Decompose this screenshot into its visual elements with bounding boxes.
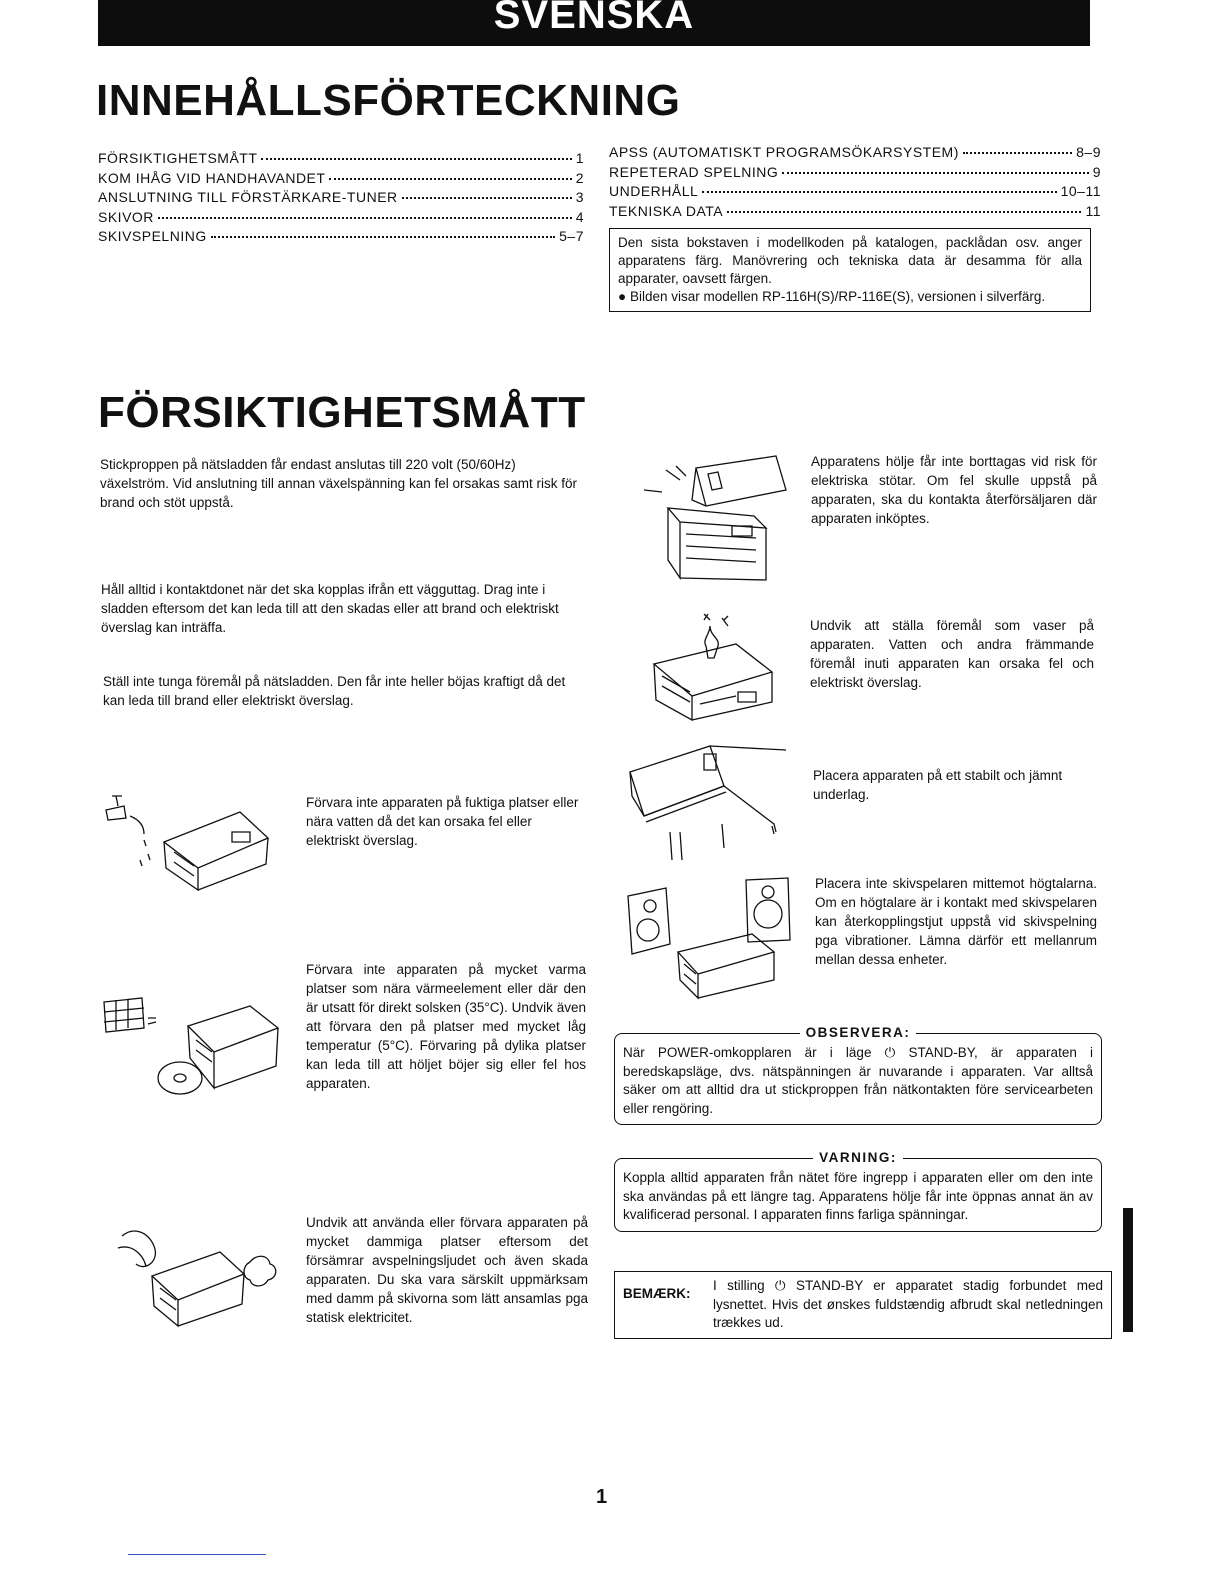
varning-box [614,1150,1102,1232]
toc-leader-dots [329,167,571,180]
toc-leader-dots [963,141,1072,154]
toc-entry[interactable] [609,203,1101,223]
toc-entry-label: UNDERHÅLL [609,183,699,199]
toc-leader-dots [402,186,572,199]
toc-entry-page: 11 [1085,202,1101,219]
toc-leader-dots [727,200,1081,213]
speakers-illustration [622,870,798,1000]
toc-entry-page: 3 [575,189,584,205]
language-header-bar [98,0,1090,46]
plug-text: Håll alltid i kontaktdonet när det ska kopplas ifrån ett vägguttag. Drag inte i sladden eftersom det kan leda till att den skadas eller att brand och elektriskt överslag kan inträffa. [101,582,559,635]
toc-entry-label: SKIVSPELNING [98,228,207,244]
model-note-bullet: Bilden visar modellen RP-116H(S)/RP-116E(S), versionen i silverfärg. [630,289,1046,304]
toc-leader-dots [158,206,572,219]
model-note-text: Den sista bokstaven i modellkoden på katalogen, packlådan osv. anger apparatens färg. Manövrering och tekniska data är desamma för alla apparater, oavsett färgen. [618,235,1082,286]
page-number: 1 [596,1486,608,1508]
model-note-box [609,228,1091,312]
toc-entry-label: KOM IHÅG VID HANDHAVANDET [98,169,326,186]
toc-leader-dots [702,180,1056,193]
toc-left-column [98,150,584,248]
toc-entry-label: TEKNISKA DATA [609,202,724,219]
toc-entry-label: FÖRSIKTIGHETSMÅTT [98,150,258,166]
toc-leader-dots [211,225,555,238]
toc-entry-page: 1 [575,150,584,166]
toc-title: INNEHÅLLSFÖRTECKNING [96,76,681,125]
varning-title: VARNING: [813,1150,903,1165]
cover-text: Apparatens hölje får inte borttagas vid risk för elektriska stötar. Om fel skulle uppstå på apparaten, ska du kontakta återförsäljaren där apparaten inköptes. [811,454,1097,526]
observera-title: OBSERVERA: [800,1025,917,1040]
cover-removal-illustration [636,450,796,590]
voltage-text: Stickproppen på nätsladden får endast anslutas till 220 volt (50/60Hz) växelström. Vid anslutning till annan växelspänning kan fel orsakas samt risk för brand och stöt uppstå. [100,457,577,510]
toc-entry-page: 10–11 [1060,183,1101,199]
toc-entry[interactable] [98,228,584,248]
toc-entry-page: 5–7 [559,228,584,244]
toc-entry-label: SKIVOR [98,208,154,225]
toc-entry-page: 4 [575,208,584,225]
table-illustration [626,736,792,862]
dust-illustration [112,1222,278,1330]
cord-text: Ställ inte tunga föremål på nätsladden. Den får inte heller böjas kraftigt då det kan leda till brand eller elektriskt överslag. [103,674,566,708]
moisture-text: Förvara inte apparaten på fuktiga platser eller nära vatten då det kan orsaka fel eller elektriskt överslag. [306,795,579,848]
toc-entry-label: ANSLUTNING TILL FÖRSTÄRKARE-TUNER [98,189,398,205]
thumb-index-bar [1123,1208,1133,1332]
bemaerk-text: I stilling ⏻ STAND-BY er apparatet stadig forbundet med lysnettet. Hvis det ønskes fuldstændig afbrudt skal netledningen trækkes ud. [713,1278,1103,1330]
temperature-text: Förvara inte apparaten på mycket varma platser som nära värmeelement eller där den är utsatt för direkt solsken (35°C). Undvik även att förvara den på platser med mycket låg temperatur (5°C). Förvaring på dylika platser kan leda till att höljet böjer sig eller fel hos apparaten. [306,962,586,1091]
bemaerk-label: BEMÆRK: [623,1286,691,1301]
toc-entry-label: APSS (AUTOMATISKT PROGRAMSÖKARSYSTEM) [609,144,959,160]
footer-rule [128,1554,266,1555]
observera-text: När POWER-omkopplaren är i läge ⏻ STAND-BY, är apparaten i beredskapsläge, dvs. nätspänningen är nuvarande i apparaten. Var alltså säker om att alltid dra ut stickproppen från nätkontakten före servicearbeten eller rengöring. [623,1045,1093,1116]
bemaerk-box [614,1271,1112,1339]
varning-text: Koppla alltid apparaten från nätet före ingrepp i apparaten eller om den inte ska användas på ett längre tag. Apparatens hölje får inte öppnas annat än av kvalificerad personal. I apparaten finns farliga spänningar. [623,1170,1093,1222]
toc-entry-page: 2 [575,169,584,186]
vase-illustration [640,612,780,724]
toc-right-column [609,144,1101,222]
dust-text: Undvik att använda eller förvara apparaten på mycket dammiga platser eftersom det försämrar avspelningsljudet och även skada apparaten. Du ska vara särskilt uppmärksam med damm på skivorna som lätt ansamlas pga statisk elektricitet. [306,1215,588,1325]
toc-entry-page: 9 [1092,163,1101,180]
precautions-title: FÖRSIKTIGHETSMÅTT [98,388,586,437]
vases-text: Undvik att ställa föremål som vaser på apparaten. Vatten och andra främmande föremål inuti apparaten kan orsaka fel och elektriskt överslag. [810,618,1094,690]
water-illustration [104,790,270,892]
speakers-text: Placera inte skivspelaren mittemot högtalarna. Om en högtalare är i kontakt med skivspelaren kan återkopplingstjut uppstå vid skivspelning pga vibrationer. Lämna därför ett mellanrum mellan dessa enheter. [815,876,1097,967]
toc-leader-dots [261,147,571,160]
bullet-icon: ● [618,289,627,304]
toc-leader-dots [782,161,1088,174]
observera-box [614,1025,1102,1125]
stable-text: Placera apparaten på ett stabilt och jämnt underlag. [813,768,1063,802]
toc-entry-page: 8–9 [1076,144,1101,160]
heat-illustration [102,992,280,1096]
model-note-bullet-row [618,288,1082,306]
language-label: SVENSKA [493,0,695,37]
toc-entry-label: REPETERAD SPELNING [609,163,779,180]
